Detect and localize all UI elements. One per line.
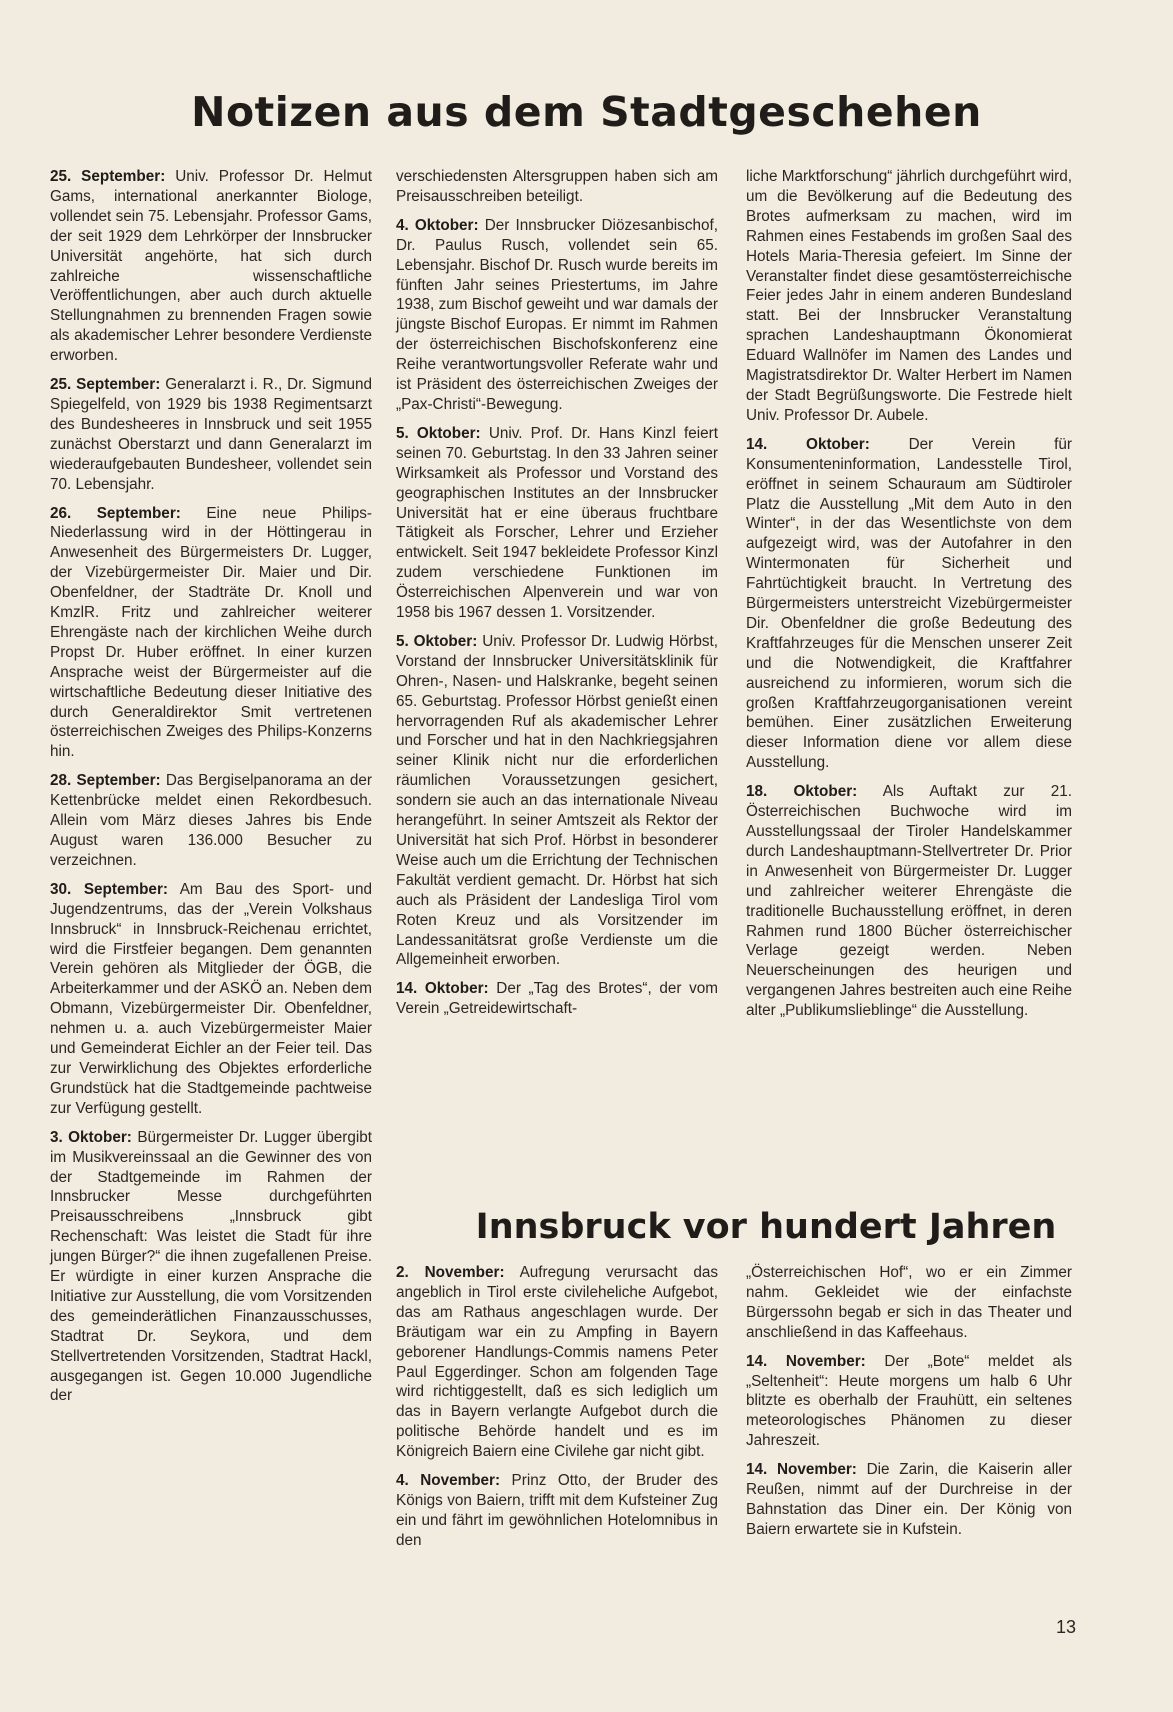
entry-text: Der „Tag des Brotes“, der vom Verein „Getreidewirtschaft- [396,980,718,1018]
entry-text: Bürgermeister Dr. Lugger übergibt im Musikvereinssaal an die Gewinner des von der Stadtgemeinde im Rahmen der Innsbrucker Messe durchgeführten Preisausschreibens „Innsbruck gibt Rechenschaft: Was leistet die Stadt für ihre jungen Bürger?“ die ihnen zugefallenen Preise. Er würdigte in einer kurzen Ansprache die Initiative zur Ausstellung, die vom Vorsitzenden des gemeinderätlichen Finanzausschusses, Stadtrat Dr. Seykora, und dem Stellvertretenden Vorsitzenden, Stadtrat Hackl, ausgegangen ist. Gegen 10.000 Jugendliche der [50,1128,373,1405]
entry [50,1128,372,1407]
section2-column-2 [746,1263,1072,1549]
entry-text: Univ. Prof. Dr. Hans Kinzl feiert seinen 70. Geburtstag. In den 33 Jahren seiner Wirksamkeit als Professor und Vorstand des geographischen Institutes an der Innsbrucker Universität hat er eine überaus fruchtbare Tätigkeit als Forscher, Lehrer und Erzieher entwickelt. Seit 1947 bekleidete Professor Kinzl zudem verschiedene Funktionen im Österreichischen Alpenverein und war von 1958 bis 1967 dessen 1. Vorsitzender. [396,424,718,622]
entry-date: 30. September: [50,880,168,898]
entry-text: liche Marktforschung“ jährlich durchgeführt wird, um die Bevölkerung auf die Bedeutung des Brotes aufmerksam zu machen, wird im Rahmen eines Festabends im großen Saal des Hotels Maria-Theresia gefeiert. Im Sinne der Veranstalter findet diese gesamtösterreichische Feier jedes Jahr in einem anderen Bundesland statt. Bei der Innsbrucker Veranstaltung sprachen Landeshauptmann Ökonomierat Eduard Wallnöfer im Namen des Landes und Magistratsdirektor Dr. Walter Herbert im Namen der Stadt Begrüßungsworte. Die Festrede hielt Univ. Professor Dr. Aubele. [746,168,1072,424]
section2-column-1 [396,1263,718,1560]
entry-text: Generalarzt i. R., Dr. Sigmund Spiegelfeld, von 1929 bis 1938 Regimentsarzt des Bundesheeres in Innsbruck und seit 1955 zunächst Oberstarzt und dann Generalarzt im wiederaufgebauten Bundesheer, vollendet sein 70. Lebensjahr. [50,376,372,493]
entry-date: 14. Oktober: [746,435,870,453]
column-1 [50,167,372,1415]
entry-date: 5. Oktober: [396,424,481,442]
entry-text: Univ. Professor Dr. Helmut Gams, international anerkannter Biologe, vollendet sein 75. Lebensjahr. Professor Gams, der seit 1929 dem Lehrkörper der Innsbrucker Universität angehörte, hat sich durch zahlreiche wissenschaftliche Veröffentlichungen, aber auch durch aktuelle Stellungnahmen zu brennenden Fragen sowie als akademischer Lehrer besondere Verdienste erworben. [50,168,373,365]
entry-date: 3. Oktober: [50,1128,132,1146]
page-title: Notizen aus dem Stadtgeschehen [191,88,982,136]
entry [396,424,718,623]
column-3 [746,167,1072,1030]
entry [746,435,1072,773]
entry [50,504,372,763]
entry-date: 2. November: [396,1264,505,1281]
entry-continued [396,167,718,207]
entry [396,1471,718,1551]
entry-text: Eine neue Philips-Niederlassung wird in der Höttingerau in Anwesenheit des Bürgermeisters Dr. Lugger, der Vizebürgermeister Dir. Maier und Dir. Obenfeldner, der Stadträte Dr. Knoll und KmzlR. Fritz und zahlreicher weiterer Ehrengäste nach der kirchlichen Weihe durch Propst Dr. Huber eröffnet. In einer kurzen Ansprache weist der Bürgermeister auf die wirtschaftliche Bedeutung dieser Initiative des durch Generaldirektor Smit vertretenen österreichischen Zweiges des Philips-Konzerns hin. [50,504,373,761]
entry [396,632,718,970]
entry-date: 5. Oktober: [396,632,478,650]
entry-date: 4. Oktober: [396,216,479,234]
entry [50,375,372,494]
entry-date: 4. November: [396,1472,501,1490]
column-2 [396,167,718,1028]
entry [50,167,372,366]
entry [50,880,372,1119]
entry-text: Der Verein für Konsumenteninformation, Landesstelle Tirol, eröffnet in seinem Schauraum am Südtiroler Platz die Ausstellung „Mit dem Auto in den Winter“, in der das Wesentlichste von dem aufgezeigt wird, was der Autofahrer in den Wintermonaten für Sicherheit und Fahrtüchtigkeit braucht. In Vertretung des Bürgermeisters unterstreicht Vizebürgermeister Dir. Obenfeldner die große Bedeutung des Kraftfahrzeuges für die Menschen unserer Zeit und die Notwendigkeit, die Kraftfahrer ausreichend zu informieren, worum sich die großen Kraftfahrzeugorganisationen vereint bemühen. Einer zusätzlichen Erweiterung dieser Information diene vor allem diese Ausstellung. [746,435,1073,772]
entry-text: Univ. Professor Dr. Ludwig Hörbst, Vorstand der Innsbrucker Universitätsklinik für Ohren-, Nasen- und Halskranke, begeht seinen 65. Geburtstag. Professor Hörbst genießt einen hervorragenden Ruf als akademischer Lehrer und Forscher und hat in den Nachkriegsjahren seiner Klinik nicht nur die erforderlichen räumlichen Voraussetzungen gesichert, sondern sie auch an das internationale Niveau herangeführt. In seiner Amtszeit als Rektor der Universität hat sich Prof. Hörbst in besonderer Weise auch um die Errichtung der Technischen Fakultät verdient gemacht. Dr. Hörbst hat sich auch als Präsident der Landesliga Tirol vom Roten Kreuz und als Vorsitzender im Landessanitätsrat große Verdienste um die Allgemeinheit erworben. [396,632,719,969]
entry-date: 18. Oktober: [746,783,858,801]
entry-text: Der „Bote“ meldet als „Seltenheit“: Heute morgens um halb 6 Uhr blitzte es oberhalb der Frauhütt, ein seltenes meteorologisches Phänomen zu dieser Jahreszeit. [746,1352,1072,1450]
entry-text: Das Bergiselpanorama an der Kettenbrücke meldet einen Rekordbesuch. Allein vom März dieses Jahres bis Ende August waren 136.000 Besucher zu verzeichnen. [50,772,372,869]
entry-date: 14. November: [746,1461,857,1479]
entry [396,979,718,1019]
entry [50,771,372,871]
entry-date: 26. September: [50,504,181,522]
entry-text: Der Innsbrucker Diözesanbischof, Dr. Paulus Rusch, vollendet sein 65. Lebensjahr. Bischof Dr. Rusch wurde bereits im fünften Jahr seines Priestertums, im Jahre 1938, zum Bischof geweiht und war damals der jüngste Bischof Europas. Er nimmt im Rahmen der österreichischen Bischofskonferenz eine Reihe verantwortungsvoller Referate wahr und ist Präsident des österreichischen Zweiges der „Pax-Christi“-Bewegung. [396,216,718,413]
entry [746,1352,1072,1452]
entry-text: Die Zarin, die Kaiserin aller Reußen, nimmt auf der Durchreise in der Bahnstation das Diner ein. Der König von Baiern erwartete sie in Kufstein. [746,1461,1073,1538]
entry-text: Prinz Otto, der Bruder des Königs von Baiern, trifft mit dem Kufsteiner Zug ein und fährt im gewöhnlichen Hotelomnibus in den [396,1472,718,1549]
page-number: 13 [1055,1617,1076,1637]
entry-date: 14. Oktober: [396,980,489,998]
entry-continued [746,1263,1072,1343]
entry-text: Am Bau des Sport- und Jugendzentrums, das der „Verein Volkshaus Innsbruck“ in Innsbruck-Reichenau errichtet, wird die Firstfeier begangen. Dem genannten Verein gehören als Mitglieder der ÖGB, die Arbeiterkammer und der ASKÖ an. Neben dem Obmann, Vizebürgermeister Dir. Obenfeldner, nehmen u. a. auch Vizebürgermeister Maier und Gemeinderat Eichler an der Feier teil. Das zur Verwirklichung des Objektes erforderliche Grundstück hat die Stadtgemeinde pachtweise zur Verfügung gestellt. [50,880,373,1117]
section-title: Innsbruck vor hundert Jahren [475,1207,1057,1247]
entry-text: verschiedensten Altersgruppen haben sich am Preisausschreiben beteiligt. [396,168,718,205]
entry [746,1460,1072,1540]
entry [396,1263,718,1462]
entry-continued [746,167,1072,426]
entry [396,216,718,415]
entry-date: 14. November: [746,1352,866,1370]
entry [746,782,1072,1021]
entry-date: 25. September: [50,376,161,394]
entry-text: Aufregung verursacht das angeblich in Tirol erste civileheliche Aufgebot, das am Rathaus angeschlagen wurde. Der Bräutigam war ein zu Ampfing in Bayern geborener Handlungs-Commis namens Peter Paul Eggerdinger. Schon am folgenden Tage wird richtiggestellt, daß es sich lediglich um das in Bayern verlangte Aufgebot durch die politische Behörde handelt und es im Königreich Baiern eine Civilehe gar nicht gibt. [396,1264,718,1461]
entry-text: „Österreichischen Hof“, wo er ein Zimmer nahm. Gekleidet wie der einfachste Bürgerssohn begab er sich in das Theater und anschließend in das Kaffeehaus. [746,1264,1072,1341]
entry-date: 25. September: [50,168,166,185]
entry-date: 28. September: [50,772,161,790]
entry-text: Als Auftakt zur 21. Österreichischen Buchwoche wird im Ausstellungssaal der Tiroler Handelskammer durch Landeshauptmann-Stellvertreter Dr. Prior in Anwesenheit von Bürgermeister Dr. Lugger und zahlreicher weiterer Ehrengäste die traditionelle Buchausstellung eröffnet, in deren Rahmen rund 1800 Bücher österreichischer Verlage gezeigt werden. Neben Neuerscheinungen des heurigen und vergangenen Jahres bestreiten auch eine Reihe alter „Publikumslieblinge“ die Ausstellung. [746,783,1072,1020]
